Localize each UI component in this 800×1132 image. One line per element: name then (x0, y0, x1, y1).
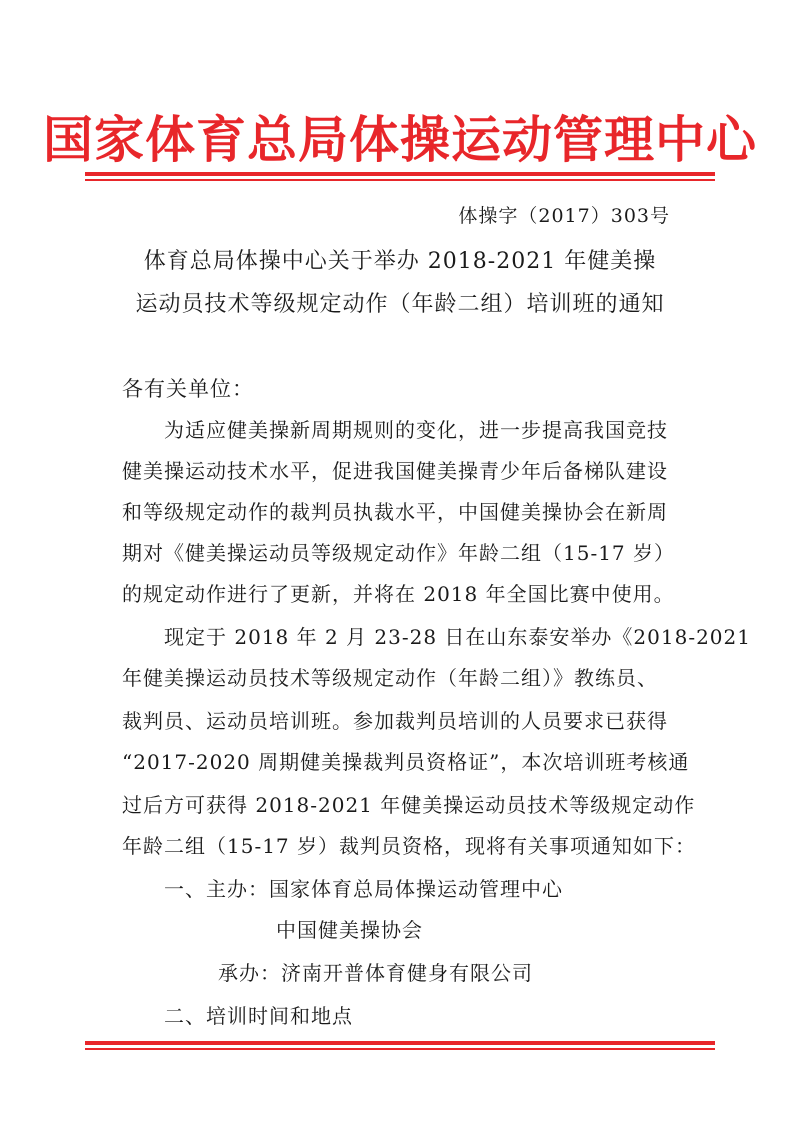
paragraph-2-line-2: 年健美操运动员技术等级规定动作（年龄二组）》教练员、 (122, 666, 658, 690)
paragraph-2-line-1: 现定于 2018 年 2 月 23-28 日在山东泰安举办《2018-2021 (164, 625, 751, 649)
paragraph-1-line-1: 为适应健美操新周期规则的变化，进一步提高我国竞技 (164, 418, 668, 442)
section-2-heading: 二、培训时间和地点 (164, 1004, 353, 1028)
document-title-line-1: 体育总局体操中心关于举办 2018-2021 年健美操 (143, 249, 657, 274)
header-divider (85, 172, 715, 181)
paragraph-2-line-6: 年龄二组（15-17 岁）裁判员资格，现将有关事项通知如下： (122, 834, 697, 858)
footer-divider-thin (85, 1048, 715, 1050)
organizer-line: 承办：济南开普体育健身有限公司 (218, 961, 533, 985)
footer-divider (85, 1041, 715, 1050)
paragraph-2-line-5: 过后方可获得 2018-2021 年健美操运动员技术等级规定动作 (122, 793, 696, 817)
paragraph-1-line-2: 健美操运动技术水平，促进我国健美操青少年后备梯队建设 (122, 459, 668, 483)
host-line-2: 中国健美操协会 (276, 918, 423, 942)
paragraph-2-line-4: “2017-2020 周期健美操裁判员资格证”，本次培训班考核通 (122, 750, 690, 774)
header-divider-thin (85, 179, 715, 181)
paragraph-1-line-3: 和等级规定动作的裁判员执裁水平，中国健美操协会在新周 (122, 500, 668, 524)
document-title-line-2: 运动员技术等级规定动作（年龄二组）培训班的通知 (135, 292, 665, 317)
addressee: 各有关单位： (122, 377, 254, 401)
issuing-organization-header: 国家体育总局体操运动管理中心 (43, 110, 757, 169)
paragraph-2-line-3: 裁判员、运动员培训班。参加裁判员培训的人员要求已获得 (122, 709, 668, 733)
paragraph-1-line-4: 期对《健美操运动员等级规定动作》年龄二组（15-17 岁） (122, 541, 676, 565)
footer-divider-thick (85, 1041, 715, 1045)
host-line: 一、主办：国家体育总局体操运动管理中心 (164, 877, 563, 901)
document-number: 体操字（2017）303号 (458, 205, 670, 227)
header-divider-thick (85, 172, 715, 176)
paragraph-1-line-5: 的规定动作进行了更新，并将在 2018 年全国比赛中使用。 (122, 582, 675, 606)
